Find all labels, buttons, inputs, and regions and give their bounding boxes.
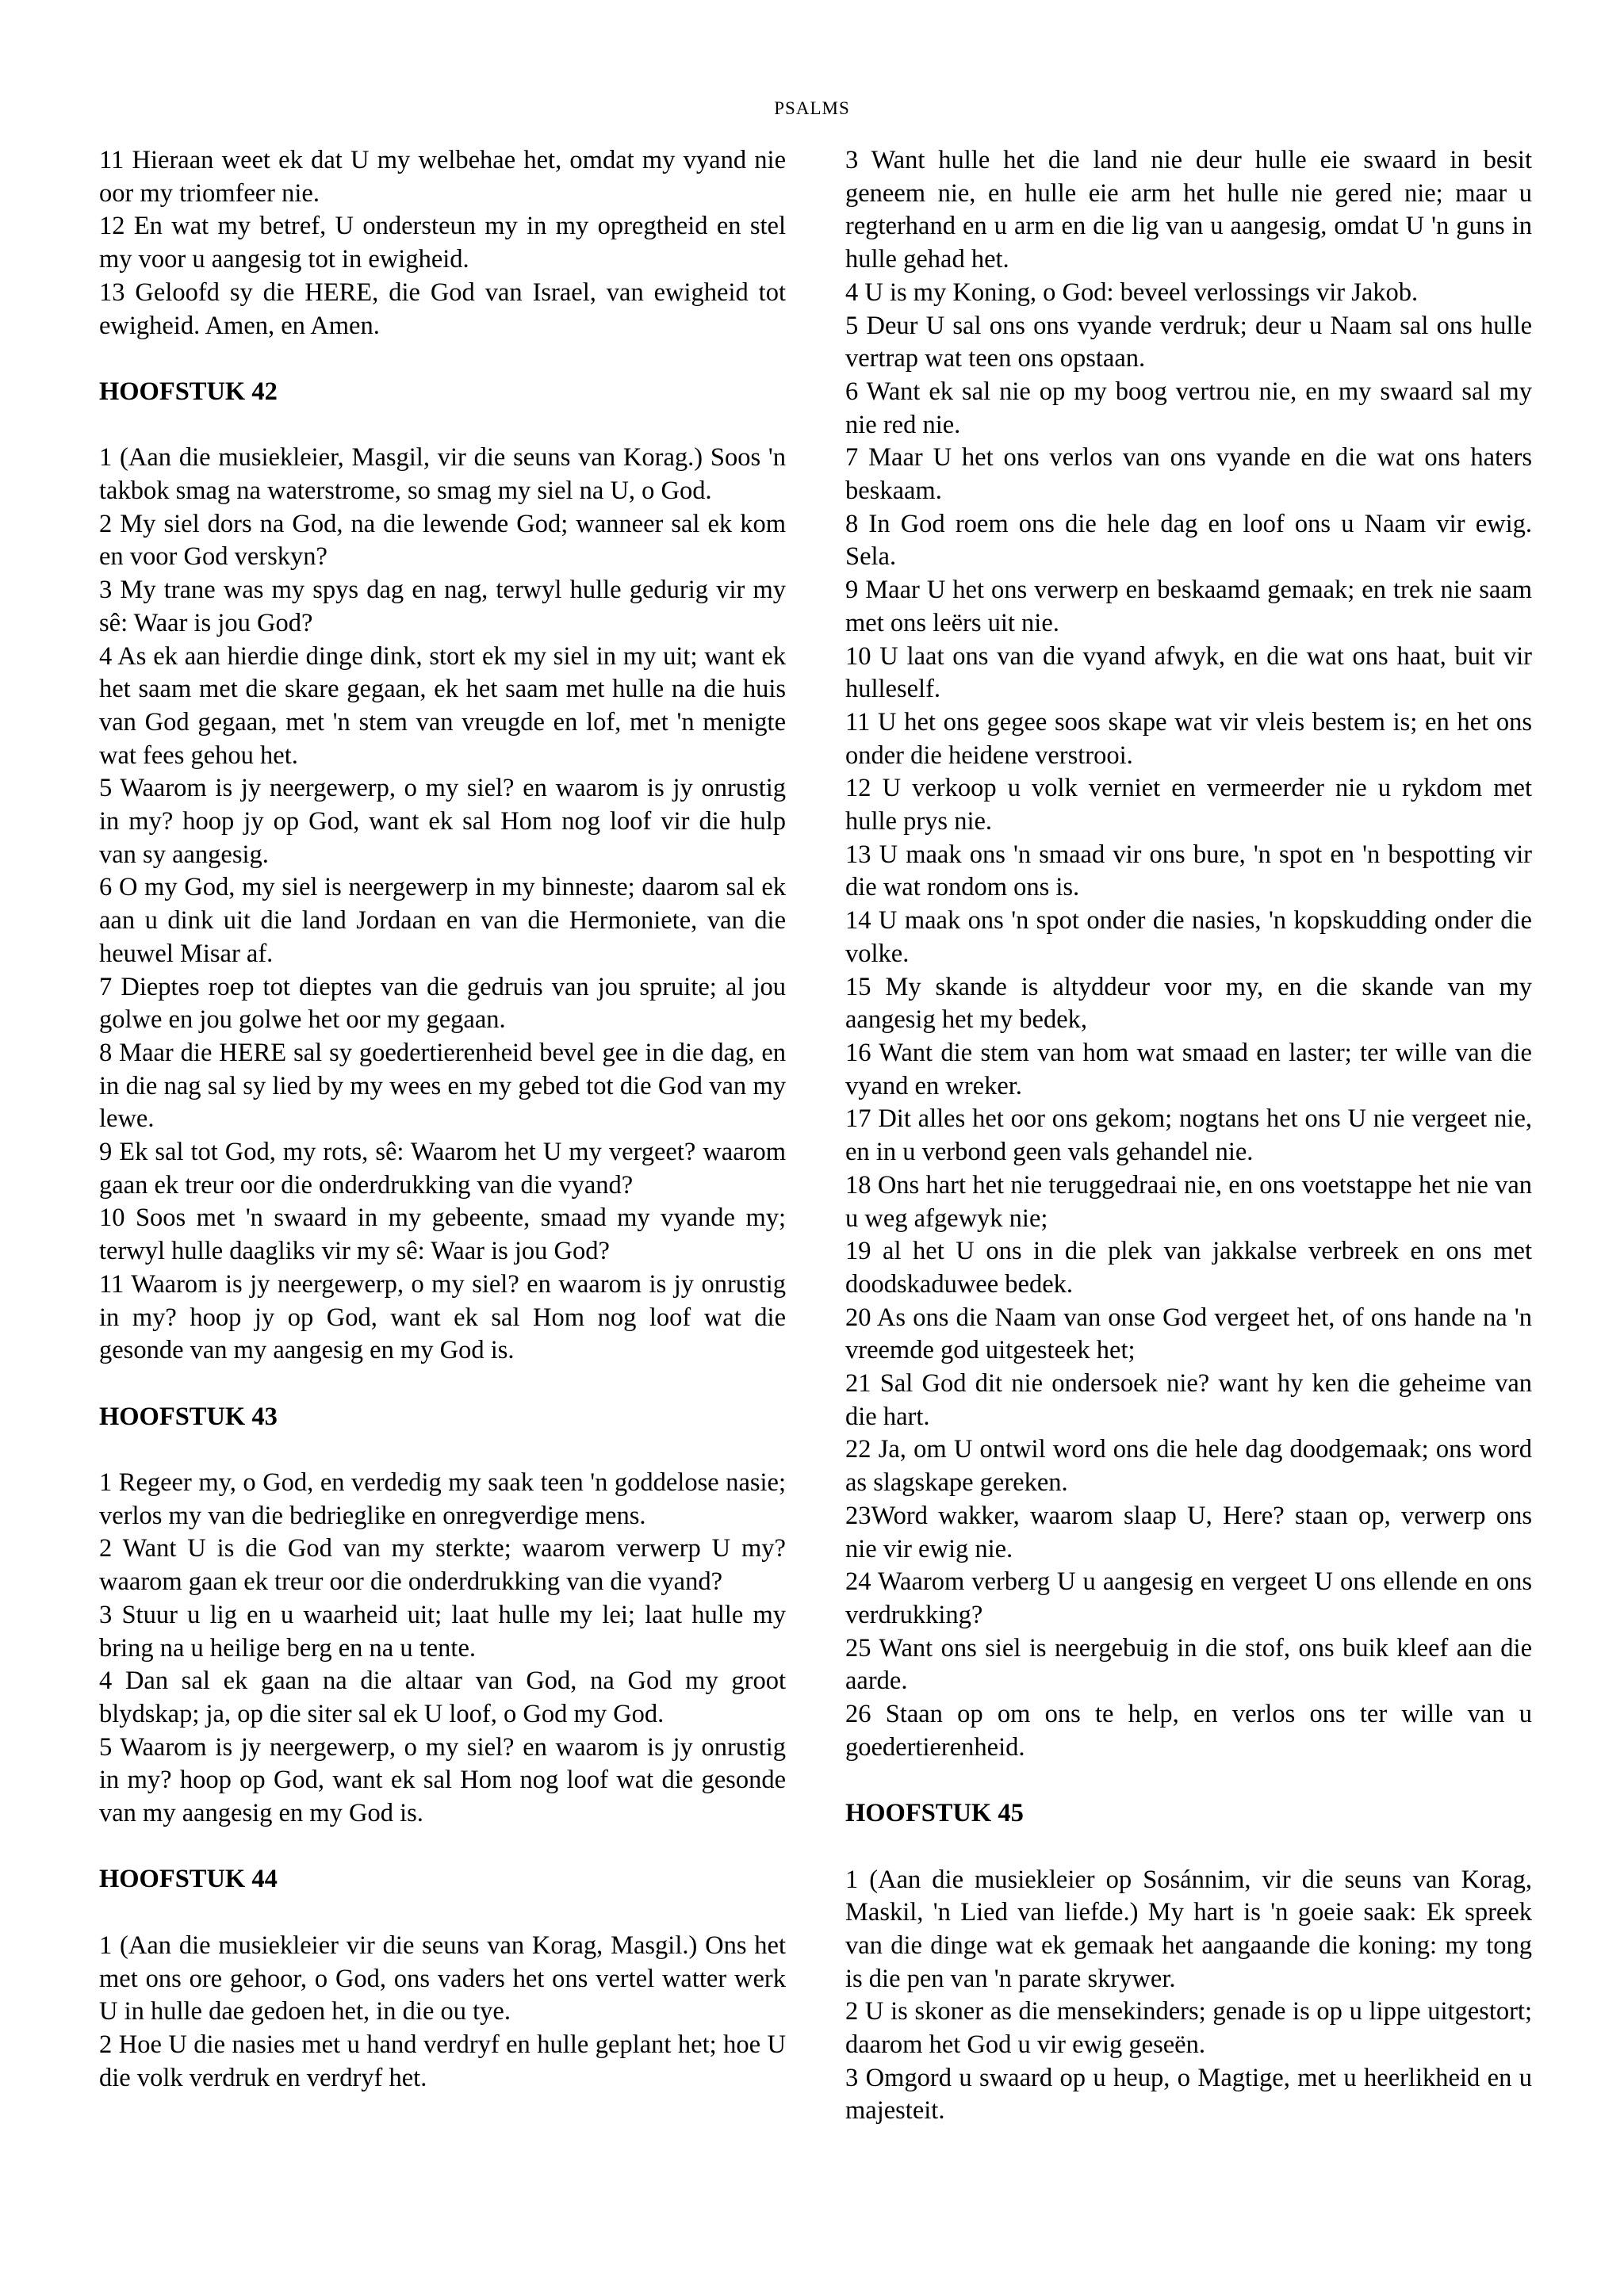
left-column	[99, 144, 786, 2095]
verse: 12 En wat my betref, U ondersteun my in my opregtheid en stel my voor u aangesig tot in ewigheid.	[99, 212, 786, 274]
chapter-heading: HOOFSTUK 44	[99, 1865, 278, 1894]
verse: 12 U verkoop u volk verniet en vermeerder nie u rykdom met hulle prys nie.	[845, 774, 1532, 836]
verse: 13 Geloofd sy die HERE, die God van Israel, van ewigheid tot ewigheid. Amen, en Amen.	[99, 277, 786, 340]
verse: 3 Stuur u lig en u waarheid uit; laat hulle my lei; laat hulle my bring na u heilige berg en na u tente.	[99, 1600, 786, 1663]
verse: 16 Want die stem van hom wat smaad en laster; ter wille van die vyand en wreker.	[845, 1038, 1532, 1100]
verse: 21 Sal God dit nie ondersoek nie? want hy ken die geheime van die hart.	[845, 1369, 1532, 1431]
chapter-heading: HOOFSTUK 43	[99, 1402, 278, 1431]
verse: 2 My siel dors na God, na die lewende God; wanneer sal ek kom en voor God verskyn?	[99, 509, 786, 572]
verse: 1 (Aan die musiekleier vir die seuns van Korag, Masgil.) Ons het met ons ore gehoor, o God, ons vaders het ons vertel watter werk U in hulle dae gedoen het, in die ou tye.	[99, 1931, 786, 2026]
verse: 9 Maar U het ons verwerp en beskaamd gemaak; en trek nie saam met ons leërs uit nie.	[845, 576, 1532, 637]
verse: 4 As ek aan hierdie dinge dink, stort ek my siel in my uit; want ek het saam met die skare gegaan, ek het saam met hulle na die huis van God gegaan, met 'n stem van vreugde en lof, met 'n menigte wat fees gehou het.	[99, 641, 786, 770]
chapter-heading: HOOFSTUK 42	[99, 377, 278, 406]
verse: 19 al het U ons in die plek van jakkalse verbreek en ons met doodskaduwee bedek.	[845, 1237, 1532, 1299]
verse: 8 Maar die HERE sal sy goedertierenheid bevel gee in die dag, en in die nag sal sy lied by my wees en my gebed tot die God van my lewe.	[99, 1038, 786, 1134]
verse: 6 Want ek sal nie op my boog vertrou nie, en my swaard sal my nie red nie.	[845, 377, 1532, 439]
verse: 13 U maak ons 'n smaad vir ons bure, 'n spot en 'n bespotting vir die wat rondom ons is.	[845, 840, 1532, 902]
verse: 4 Dan sal ek gaan na die altaar van God, na God my groot blydskap; ja, op die siter sal ek U loof, o God my God.	[99, 1667, 786, 1728]
verse: 4 U is my Koning, o God: beveel verlossings vir Jakob.	[845, 277, 1419, 307]
verse: 11 U het ons gegee soos skape wat vir vleis bestem is; en het ons onder die heidene verstrooi.	[845, 707, 1532, 770]
verse: 8 In God roem ons die hele dag en loof ons u Naam vir ewig. Sela.	[845, 509, 1532, 572]
verse: 26 Staan op om ons te help, en verlos ons ter wille van u goedertierenheid.	[845, 1700, 1532, 1762]
verse: 7 Maar U het ons verlos van ons vyande en die wat ons haters beskaam.	[845, 443, 1532, 506]
verse: 22 Ja, om U ontwil word ons die hele dag doodgemaak; ons word as slagskape gereken.	[845, 1435, 1532, 1498]
verse: 25 Want ons siel is neergebuig in die stof, ons buik kleef aan die aarde.	[845, 1633, 1532, 1696]
verse: 3 Omgord u swaard op u heup, o Magtige, met u heerlikheid en u majesteit.	[845, 2063, 1532, 2126]
verse: 18 Ons hart het nie teruggedraai nie, en ons voetstappe het nie van u weg afgewyk nie;	[845, 1170, 1532, 1233]
verse: 3 My trane was my spys dag en nag, terwyl hulle gedurig vir my sê: Waar is jou God?	[99, 576, 786, 637]
verse: 3 Want hulle het die land nie deur hulle eie swaard in besit geneem nie, en hulle eie arm het hulle nie gered nie; maar u regterhand en u arm en die lig van u aangesig, omdat U 'n guns in hulle gehad het.	[845, 146, 1532, 274]
verse: 5 Waarom is jy neergewerp, o my siel? en waarom is jy onrustig in my? hoop op God, want ek sal Hom nog loof wat die gesonde van my aangesig en my God is.	[99, 1732, 786, 1828]
verse: 10 Soos met 'n swaard in my gebeente, smaad my vyande my; terwyl hulle daagliks vir my sê: Waar is jou God?	[99, 1203, 786, 1266]
verse: 1 (Aan die musiekleier, Masgil, vir die seuns van Korag.) Soos 'n takbok smag na waterstrome, so smag my siel na U, o God.	[99, 443, 786, 505]
verse: 7 Dieptes roep tot dieptes van die gedruis van jou spruite; al jou golwe en jou golwe het oor my gegaan.	[99, 972, 786, 1035]
verse: 6 O my God, my siel is neergewerp in my binneste; daarom sal ek aan u dink uit die land Jordaan en van die Hermoniete, van die heuwel Misar af.	[99, 873, 786, 968]
verse: 20 As ons die Naam van onse God vergeet het, of ons hande na 'n vreemde god uitgesteek het;	[845, 1303, 1532, 1365]
verse: 1 (Aan die musiekleier op Sosánnim, vir die seuns van Korag, Maskil, 'n Lied van liefde.) My hart is 'n goeie saak: Ek spreek van die dinge wat ek gemaak het aangaande die koning: my tong is die pen van 'n parate skrywer.	[845, 1865, 1532, 1993]
verse: 5 Deur U sal ons ons vyande verdruk; deur u Naam sal ons hulle vertrap wat teen ons opstaan.	[845, 311, 1532, 373]
verse: 10 U laat ons van die vyand afwyk, en die wat ons haat, buit vir hulleself.	[845, 641, 1532, 704]
verse: 5 Waarom is jy neergewerp, o my siel? en waarom is jy onrustig in my? hoop jy op God, want ek sal Hom nog loof vir die hulp van sy aangesig.	[99, 774, 786, 869]
right-column	[845, 144, 1532, 2128]
verse: 11 Hieraan weet ek dat U my welbehae het, omdat my vyand nie oor my triomfeer nie.	[99, 146, 786, 208]
verse: 24 Waarom verberg U u aangesig en vergeet U ons ellende en ons verdrukking?	[845, 1567, 1532, 1629]
verse: 1 Regeer my, o God, en verdedig my saak teen 'n goddelose nasie; verlos my van die bedrieglike en onregverdige mens.	[99, 1468, 786, 1530]
verse: 14 U maak ons 'n spot onder die nasies, 'n kopskudding onder die volke.	[845, 906, 1532, 968]
verse: 11 Waarom is jy neergewerp, o my siel? en waarom is jy onrustig in my? hoop jy op God, want ek sal Hom nog loof wat die gesonde van my aangesig en my God is.	[99, 1269, 786, 1365]
verse: 15 My skande is altyddeur voor my, en die skande van my aangesig het my bedek,	[845, 972, 1532, 1035]
verse: 2 U is skoner as die mensekinders; genade is op u lippe uitgestort; daarom het God u vir ewig geseën.	[845, 1997, 1532, 2060]
verse: 9 Ek sal tot God, my rots, sê: Waarom het U my vergeet? waarom gaan ek treur oor die onderdrukking van die vyand?	[99, 1138, 786, 1200]
running-head: PSALMS	[774, 98, 850, 118]
verse: 17 Dit alles het oor ons gekom; nogtans het ons U nie vergeet nie, en in u verbond geen vals gehandel nie.	[845, 1104, 1532, 1167]
verse: 23Word wakker, waarom slaap U, Here? staan op, verwerp ons nie vir ewig nie.	[845, 1501, 1532, 1563]
verse: 2 Want U is die God van my sterkte; waarom verwerp U my? waarom gaan ek treur oor die onderdrukking van die vyand?	[99, 1534, 786, 1597]
verse: 2 Hoe U die nasies met u hand verdryf en hulle geplant het; hoe U die volk verdruk en verdryf het.	[99, 2030, 786, 2092]
chapter-heading: HOOFSTUK 45	[845, 1799, 1024, 1828]
